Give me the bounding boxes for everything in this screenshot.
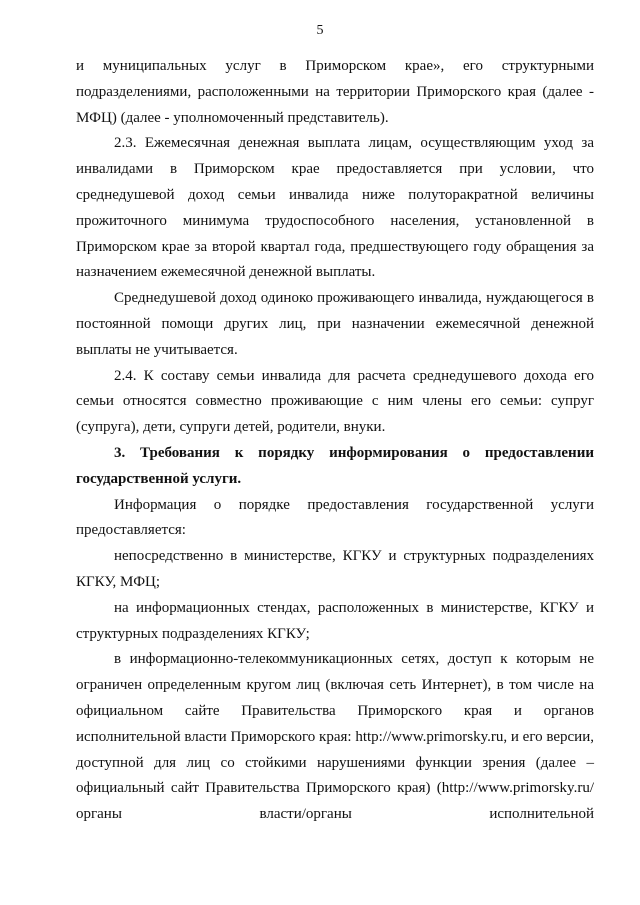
paragraph-2-3: 2.3. Ежемесячная денежная выплата лицам, осуществляющим уход за инвалидами в Приморском крае предоставляется при условии, что среднедушевой доход семьи инвалида ниже полуторакратной величины прожиточного минимума трудоспособного населения, установленной в Приморском крае за второй квартал года, предшествующего году обращения за назначением ежемесячной денежной выплаты.	[76, 135, 594, 281]
page-number: 5	[316, 23, 324, 38]
paragraph-info-provided: Информация о порядке предоставления государственной услуги предоставляется:	[76, 496, 594, 539]
paragraph-single-income: Среднедушевой доход одиноко проживающего инвалида, нуждающегося в постоянной помощи других лиц, при назначении ежемесячной денежной выплаты не учитывается.	[76, 290, 594, 358]
paragraph-2-4: 2.4. К составу семьи инвалида для расчета среднедушевого дохода его семьи относятся совместно проживающие с ним члены его семьи: супруг (супруга), дети, супруги детей, родители, внуки.	[76, 367, 594, 436]
document-body	[76, 54, 594, 828]
paragraph-networks: в информационно-телекоммуникационных сетях, доступ к которым не ограничен определенным кругом лиц (включая сеть Интернет), в том числе на официальном сайте Правительства Приморского края и органов исполнительной власти Приморского края: http://www.primorsky.ru, и его версии, доступной для лиц со стойкими нарушениями функции зрения (далее – официальный сайт Правительства Приморского края) (http://www.primorsky.ru/органы власти/органы исполнительной	[76, 651, 594, 823]
paragraph-stands: на информационных стендах, расположенных в министерстве, КГКУ и структурных подразделениях КГКУ;	[76, 599, 594, 642]
section-3-heading: 3. Требования к порядку информирования о предоставлении государственной услуги.	[76, 444, 594, 487]
paragraph-directly: непосредственно в министерстве, КГКУ и структурных подразделениях КГКУ, МФЦ;	[76, 548, 594, 590]
paragraph-continuation: и муниципальных услуг в Приморском крае», его структурными подразделениями, расположенными на территории Приморского края (далее - МФЦ) (далее - уполномоченный представитель).	[76, 58, 594, 126]
